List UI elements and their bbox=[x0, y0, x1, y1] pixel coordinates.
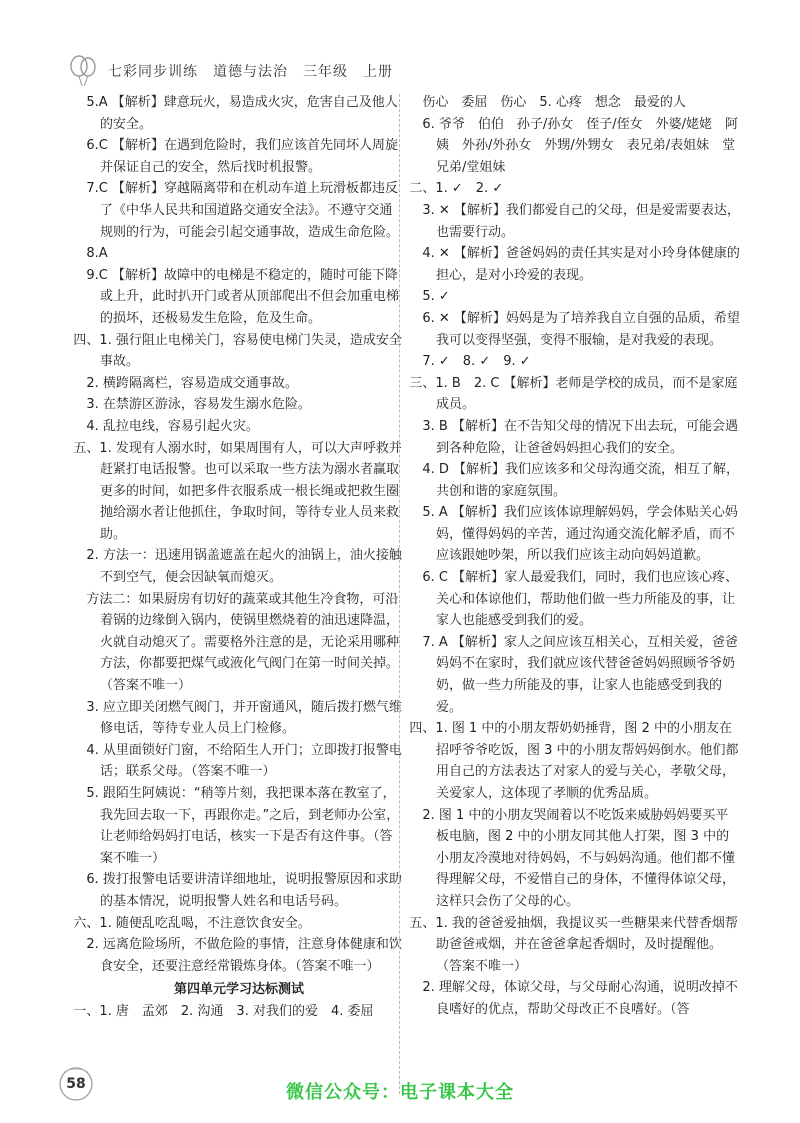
answer-item: 7. ✓ 8. ✓ 9. ✓ bbox=[422, 354, 531, 370]
answer-item: 8.A bbox=[86, 246, 108, 262]
page-header bbox=[68, 54, 393, 88]
answer-item: 4. D 【解析】我们应该多和父母沟通交流，相互了解，共创和谐的家庭氛围。 bbox=[422, 462, 740, 499]
balloon-logo-icon bbox=[68, 55, 98, 87]
answer-item: 7.C 【解析】穿越隔离带和在机动车道上玩滑板都违反了《中华人民共和国道路交通安全法》。不遵守交通规则的行为，可能会引起交通事故，造成生命危险。 bbox=[86, 181, 400, 240]
left-answer-list bbox=[74, 92, 404, 977]
answer-item: 6. 爷爷 伯伯 孙子/孙女 侄子/侄女 外婆/姥姥 阿姨 外孙/外孙女 外甥/外甥女 表兄弟/表姐妹 堂兄弟/堂姐妹 bbox=[422, 116, 739, 175]
answer-item: 3. B 【解析】在不告知父母的情况下出去玩，可能会遇到各种危险，让爸爸妈妈担心我们的安全。 bbox=[422, 418, 738, 456]
column-divider bbox=[399, 94, 400, 1094]
answer-item: 五、1. 我的爸爸爱抽烟，我提议买一些糖果来代替香烟帮助爸爸戒烟，并在爸爸拿起香烟时，及时提醒他。（答案不唯一） bbox=[409, 915, 738, 974]
answer-item: 2. 图 1 中的小朋友哭闹着以不吃饭来威胁妈妈要买平板电脑，图 2 中的小朋友同其他人打架，图 3 中的小朋友冷漠地对待妈妈，不与妈妈沟通。他们都不懂得理解父母，不爱惜自己的身体，不懂得体谅父母，这样只会伤了父母的心。 bbox=[422, 807, 736, 909]
answer-item: 5. A 【解析】我们应该体谅理解妈妈，学会体贴关心妈妈，懂得妈妈的辛苦，通过沟通交流化解矛盾，而不应该跟她吵架，所以我们应该主动向妈妈道歉。 bbox=[422, 505, 738, 564]
answer-item: 四、1. 图 1 中的小朋友帮奶奶捶背，图 2 中的小朋友在招呼爷爷吃饭，图 3 中的小朋友帮妈妈倒水。他们都用自己的方法表达了对家人的爱与关心，孝敬父母，关爱家人，这体现了孝顺的优秀品质。 bbox=[409, 721, 739, 801]
answer-item: 4. 从里面锁好门窗，不给陌生人开门；立即拨打报警电话；联系父母。（答案不唯一） bbox=[86, 742, 402, 780]
answer-item: 5. ✓ bbox=[422, 289, 450, 305]
answer-item: 二、1. ✓ 2. ✓ bbox=[409, 181, 504, 197]
answer-item: 3. ✕ 【解析】我们都爱自己的父母，但是爱需要表达，也需要行动。 bbox=[422, 202, 740, 240]
answer-item: 5. 跟陌生阿姨说：“稍等片刻，我把课本落在教室了，我先回去取一下，再跟你走。”之后，到老师办公室，让老师给妈妈打电话，核实一下是否有这件事。（答案不唯一） bbox=[86, 786, 400, 866]
answer-item: 三、1. B 2. C 【解析】老师是学校的成员，而不是家庭成员。 bbox=[409, 375, 738, 413]
answer-item: 2. 理解父母，体谅父母，与父母耐心沟通，说明改掉不良嗜好的优点，帮助父母改正不良嗜好。（答 bbox=[422, 980, 738, 1017]
answer-item: 四、1. 强行阻止电梯关门，容易使电梯门失灵，造成安全事故。 bbox=[73, 332, 402, 370]
answer-item: 2. 横跨隔离栏，容易造成交通事故。 bbox=[86, 375, 298, 391]
answer-item: 4. 乱拉电线，容易引起火灾。 bbox=[86, 418, 259, 434]
answer-item: 3. 在禁游区游泳，容易发生溺水危险。 bbox=[86, 397, 311, 413]
answer-item: 伤心 委屈 伤心 5. 心疼 想念 最爱的人 bbox=[422, 95, 686, 110]
right-column bbox=[410, 92, 740, 1021]
answer-item: 3. 应立即关闭燃气阀门，并开窗通风，随后拨打燃气维修电话，等待专业人员上门检修。 bbox=[86, 699, 402, 737]
left-column bbox=[74, 92, 404, 1023]
answer-item: 6. ✕ 【解析】妈妈是为了培养我自立自强的品质，希望我可以变得坚强，变得不服输，是对我爱的表现。 bbox=[422, 310, 740, 348]
answer-item: 6. C 【解析】家人最爱我们，同时，我们也应该心疼、关心和体谅他们，帮助他们做一些力所能及的事，让家人也能感受到我们的爱。 bbox=[422, 570, 739, 629]
watermark-text: 微信公众号：电子课本大全 bbox=[286, 1082, 514, 1103]
answer-item: 7. A 【解析】家人之间应该互相关心，互相关爱，爸爸妈妈不在家时，我们就应该代替爸爸妈妈照顾爷爷奶奶，做一些力所能及的事，让家人也能感受到我的爱。 bbox=[422, 634, 738, 715]
answer-item: 2. 远离危险场所，不做危险的事情，注意身体健康和饮食安全，还要注意经常锻炼身体。（答案不唯一） bbox=[86, 937, 402, 974]
answer-item: 6.C 【解析】在遇到危险时，我们应该首先同坏人周旋并保证自己的安全，然后找时机报警。 bbox=[86, 138, 398, 175]
left-tail-answer: 一、1. 唐 孟郊 2. 沟通 3. 对我们的爱 4. 委屈 bbox=[73, 1003, 374, 1019]
header-title: 七彩同步训练 道德与法治 三年级 上册 bbox=[108, 64, 393, 80]
page-number: 58 bbox=[66, 1076, 86, 1092]
answer-item: 5.A 【解析】肆意玩火，易造成火灾，危害自己及他人的安全。 bbox=[86, 95, 398, 132]
answer-item: 9.C 【解析】故障中的电梯是不稳定的，随时可能下降或上升，此时扒开门或者从顶部爬出不但会加重电梯的损坏，还极易发生危险，危及生命。 bbox=[86, 267, 400, 326]
answer-item: 2. 方法一：迅速用锅盖遮盖在起火的油锅上，油火接触不到空气，便会因缺氧而熄灭。 bbox=[86, 548, 402, 586]
answer-item: 6. 拨打报警电话要讲清详细地址，说明报警原因和求助的基本情况，说明报警人姓名和电话号码。 bbox=[86, 872, 402, 909]
answer-item: 五、1. 发现有人溺水时，如果周围有人，可以大声呼救并赶紧打电话报警。也可以采取一些方法为溺水者赢取更多的时间，如把多件衣服系成一根长绳或把救生圈抛给溺水者让他抓住，争取时间，等待专业人员来救助。 bbox=[73, 440, 402, 542]
answer-item: 4. ✕ 【解析】爸爸妈妈的责任其实是对小玲身体健康的担心，是对小玲爱的表现。 bbox=[422, 246, 740, 283]
unit-title: 第四单元学习达标测试 bbox=[173, 982, 304, 998]
answer-item: 六、1. 随便乱吃乱喝，不注意饮食安全。 bbox=[73, 915, 311, 931]
answer-item: 方法二：如果厨房有切好的蔬菜或其他生冷食物，可沿着锅的边缘倒入锅内，使锅里燃烧着的油迅速降温，火就自动熄灭了。需要格外注意的是，无论采用哪种方法，你都要把煤气或液化气阀门在第一时间关掉。（答案不唯一） bbox=[86, 591, 400, 694]
right-answer-list bbox=[410, 92, 740, 1021]
